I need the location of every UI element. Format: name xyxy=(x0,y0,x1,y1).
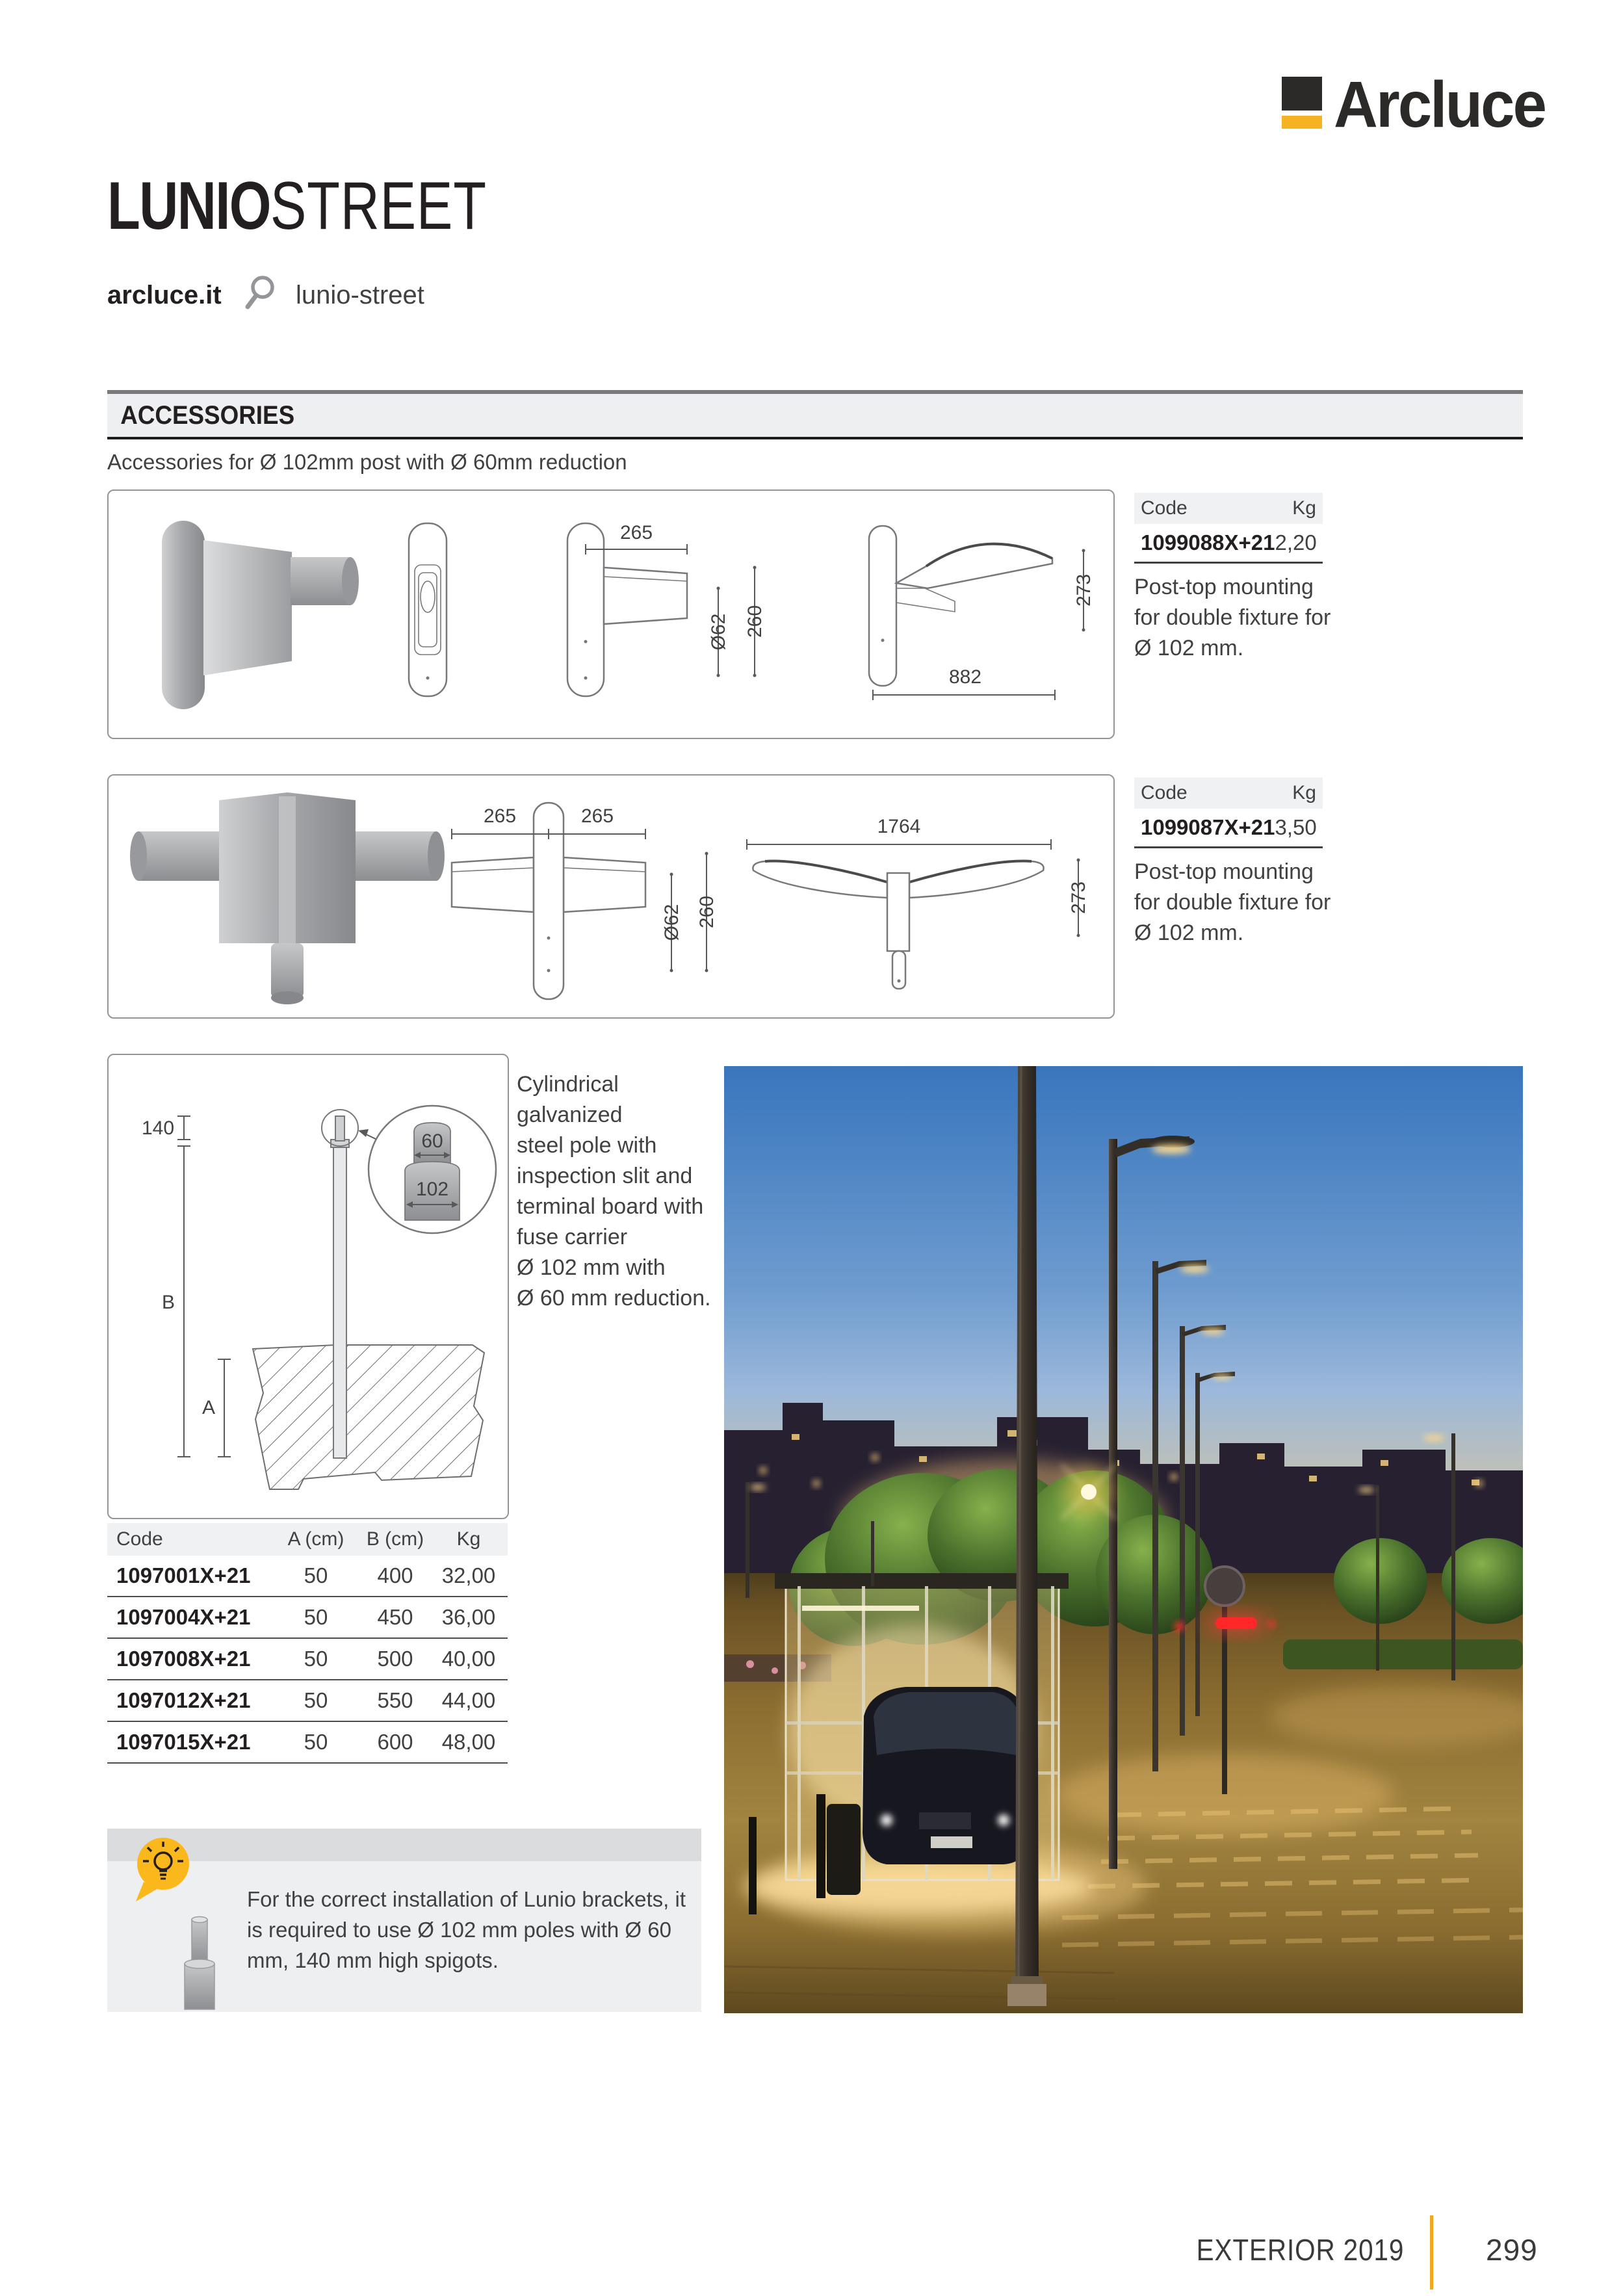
search-icon[interactable] xyxy=(242,273,279,313)
cell-code: 1097008X+21 xyxy=(116,1647,251,1671)
cell-a: 50 xyxy=(304,1647,328,1671)
dim-arm-right-265: 265 xyxy=(580,805,614,827)
pole-table xyxy=(107,1523,508,1764)
technical-drawing-bracket-double xyxy=(109,776,1113,1017)
dim-b: B xyxy=(161,1292,175,1313)
pole-description-line: terminal board with xyxy=(517,1194,704,1219)
front-view-pole xyxy=(409,523,447,696)
starburst-light xyxy=(1050,1453,1128,1531)
product-variant: STREET xyxy=(270,168,487,244)
logo-mark-yellow-bar xyxy=(1282,116,1322,129)
footer-divider xyxy=(1430,2215,1433,2289)
cell-code: 1097001X+21 xyxy=(116,1563,251,1587)
dim-spigot-140: 140 xyxy=(141,1117,175,1139)
table-row xyxy=(107,1722,508,1764)
dim-height-260: 260 xyxy=(744,605,766,638)
pole-dimensions xyxy=(142,1116,231,1457)
table-row xyxy=(107,1556,508,1597)
table-header xyxy=(1134,493,1323,524)
photo-scene xyxy=(724,1066,1523,2013)
table-row xyxy=(107,1680,508,1722)
technical-drawing-pole xyxy=(109,1055,508,1518)
col-code: Code xyxy=(116,1528,163,1550)
section-subtitle: Accessories for Ø 102mm post with Ø 60mm reduction xyxy=(107,450,627,474)
front-view-double-arm xyxy=(452,803,718,999)
dim-length-882: 882 xyxy=(948,666,982,688)
col-kg: Kg xyxy=(456,1528,481,1550)
cell-b: 400 xyxy=(377,1563,413,1587)
cell-a: 50 xyxy=(304,1730,328,1754)
code-table-bracket-double xyxy=(1134,777,1323,848)
note-text: For the correct installation of Lunio brackets, it is required to use Ø 102 mm poles with Ø 60 mm, 140 mm high spigots. xyxy=(247,1887,686,1972)
pavement-joints xyxy=(724,1966,1114,1999)
vertical-dimensions xyxy=(708,566,766,677)
pole-description-line: Cylindrical galvanized xyxy=(517,1072,623,1127)
cell-b: 600 xyxy=(377,1730,413,1754)
cell-b: 500 xyxy=(377,1647,413,1671)
dim-diameter-62: Ø62 xyxy=(708,613,729,651)
drawing-box-bracket-single xyxy=(107,489,1115,739)
cell-kg: 36,00 xyxy=(441,1605,496,1629)
cell-kg: 40,00 xyxy=(441,1647,496,1671)
table-row xyxy=(1134,524,1323,564)
dim-arm-265: 265 xyxy=(619,522,653,543)
cell-b: 550 xyxy=(377,1688,413,1712)
pole-description-line: Ø 102 mm with xyxy=(517,1255,666,1280)
bus-shelter xyxy=(744,1573,1095,1914)
footer-edition: EXTERIOR 2019 xyxy=(1196,2233,1404,2267)
dim-diameter-62: Ø62 xyxy=(661,904,682,941)
installation-note-box xyxy=(107,1829,701,2012)
code-table-bracket-single xyxy=(1134,493,1323,564)
col-code: Code xyxy=(1141,782,1188,803)
brand-name: Arcluce xyxy=(1334,68,1546,141)
pole-description-line: inspection slit and xyxy=(517,1164,693,1188)
col-a-cm: A (cm) xyxy=(287,1528,344,1550)
cell-kg: 32,00 xyxy=(441,1563,496,1587)
section-bar xyxy=(107,390,1523,439)
pole-description-line: steel pole with xyxy=(517,1133,657,1158)
street-night-photo xyxy=(724,1066,1523,2013)
front-view-bracket-arm xyxy=(567,522,687,696)
cell-code: 1097015X+21 xyxy=(116,1730,251,1754)
description-bracket-single: Post-top mounting for double fixture for Ø 102 mm. xyxy=(1134,575,1331,660)
pole-description xyxy=(517,1069,712,1314)
site-link[interactable]: arcluce.it xyxy=(107,281,222,309)
cell-code: 1097012X+21 xyxy=(116,1688,251,1712)
detail-dim-102: 102 xyxy=(415,1179,449,1200)
ground-hatch xyxy=(253,1345,484,1489)
table-row xyxy=(107,1639,508,1680)
pole-description-line: Ø 60 mm reduction. xyxy=(517,1286,711,1311)
product-slug[interactable]: lunio-street xyxy=(296,281,424,309)
product-weight: 2,20 xyxy=(1275,530,1317,554)
section-title: ACCESSORIES xyxy=(120,400,295,430)
pole-description-line: fuse carrier xyxy=(517,1225,628,1249)
weblink-row xyxy=(107,281,222,310)
col-kg: Kg xyxy=(1292,782,1316,803)
col-kg: Kg xyxy=(1292,497,1316,519)
product-family: LUNIO xyxy=(107,168,270,244)
cell-a: 50 xyxy=(304,1563,328,1587)
table-header xyxy=(1134,777,1323,809)
drawing-box-bracket-double xyxy=(107,774,1115,1019)
technical-drawing-bracket-single xyxy=(109,491,1113,738)
cell-b: 450 xyxy=(377,1605,413,1629)
cell-kg: 48,00 xyxy=(441,1730,496,1754)
detail-dim-60: 60 xyxy=(421,1130,443,1152)
logo-mark-dark-square xyxy=(1282,77,1322,111)
render-3d-bracket-single xyxy=(162,521,359,709)
footer-page-number: 299 xyxy=(1486,2233,1538,2267)
table-row xyxy=(107,1597,508,1639)
cell-code: 1097004X+21 xyxy=(116,1605,251,1629)
lightbulb-icon xyxy=(122,1834,206,1912)
page-title xyxy=(107,168,487,245)
product-code: 1099088X+21 xyxy=(1141,530,1275,554)
col-code: Code xyxy=(1141,497,1188,519)
cell-a: 50 xyxy=(304,1605,328,1629)
side-view-fixture xyxy=(869,526,1095,700)
dim-arm-left-265: 265 xyxy=(483,805,517,827)
drawing-box-pole xyxy=(107,1054,509,1519)
red-traffic-light xyxy=(1215,1617,1257,1629)
dim-a: A xyxy=(201,1397,216,1418)
product-weight: 3,50 xyxy=(1275,815,1317,839)
dim-fixture-273: 273 xyxy=(1073,573,1095,607)
description-bracket-double: Post-top mounting for double fixture for Ø 102 mm. xyxy=(1134,859,1331,945)
cell-kg: 44,00 xyxy=(441,1688,496,1712)
col-b-cm: B (cm) xyxy=(366,1528,424,1550)
table-row xyxy=(1134,809,1323,848)
dim-fixture-273: 273 xyxy=(1068,881,1089,915)
cell-a: 50 xyxy=(304,1688,328,1712)
dim-span-1764: 1764 xyxy=(877,816,921,837)
product-code: 1099087X+21 xyxy=(1141,815,1275,839)
dim-height-260: 260 xyxy=(696,895,718,929)
pole-table-header xyxy=(107,1523,508,1556)
spigot-graphic xyxy=(172,1914,227,2012)
render-3d-bracket-double xyxy=(130,792,445,1004)
side-view-double-fixture xyxy=(747,816,1089,989)
detail-circle xyxy=(369,1106,496,1233)
